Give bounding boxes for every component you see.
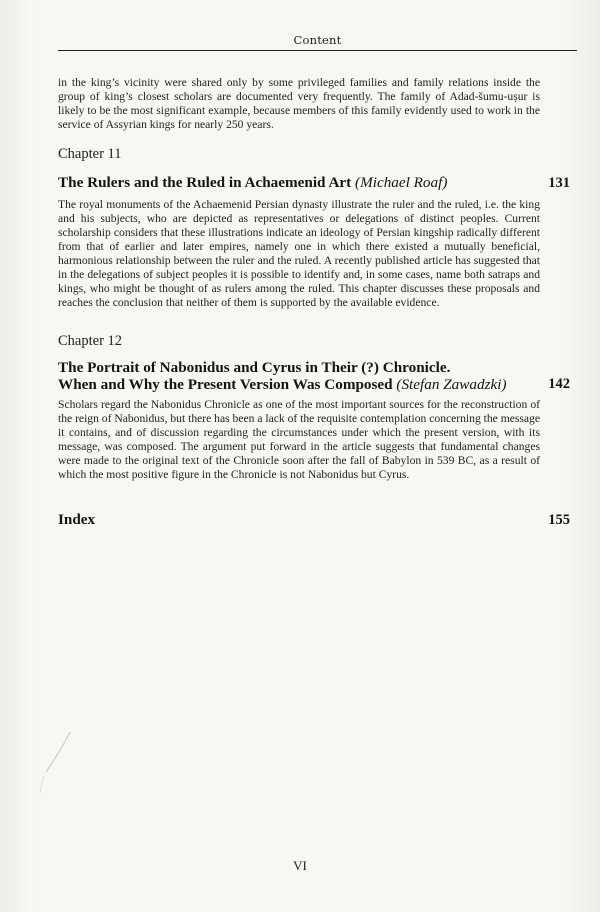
chapter-11-title-text: The Rulers and the Ruled in Achaemenid Art — [58, 174, 352, 191]
index-heading: Index — [58, 511, 96, 528]
page-folio: VI — [293, 858, 307, 873]
chapter-12-page-number: 142 — [548, 376, 570, 392]
chapter-12-label: Chapter 12 — [58, 333, 123, 349]
chapter-12-title-line1: The Portrait of Nabonidus and Cyrus in Their (?) Chronicle. — [58, 359, 451, 376]
intro-paragraph: in the king’s vicinity were shared only by some privileged families and family relations inside the group of king’s closest scholars are documented very frequently. The family of Adad-šumu-uṣur is likely to be the most significant example, because members of this family evidently used to work in the service of Assyrian kings for nearly 250 years. — [58, 76, 540, 131]
index-page-number: 155 — [548, 512, 570, 528]
chapter-11-author: (Michael Roaf) — [355, 174, 448, 191]
chapter-11-label: Chapter 11 — [58, 146, 122, 162]
running-head: Content — [293, 33, 342, 47]
chapter-11-page-number: 131 — [548, 175, 570, 191]
chapter-11-abstract: The royal monuments of the Achaemenid Persian dynasty illustrate the ruler and the ruled, i.e. the king and his subjects, who are depicted as representatives or delegations of distinct peoples. Current scholarship considers that these illustrations indicate an ideology of Persian kingship radically different from that of earlier and later empires, namely one in which there existed a mutually beneficial, harmonious relationship between the ruler and the ruled. A recently published article has suggested that in the delegations of subject peoples it is possible to identify and, in some cases, name both satraps and kings, who might be thought of as rulers among the ruled. This chapter discusses these proposals and reaches the conclusion that neither of them is supported by the available evidence. — [58, 198, 540, 309]
chapter-12-title-line2-text: When and Why the Present Version Was Composed — [58, 376, 393, 393]
chapter-12-author: (Stefan Zawadzki) — [396, 376, 507, 393]
chapter-12-abstract: Scholars regard the Nabonidus Chronicle as one of the most important sources for the reconstruction of the reign of Nabonidus, but there has been a lack of the requisite contemplation concerning the message it contains, and of discussion regarding the circumstances under which the present version, with its message, was composed. The argument put forward in the article suggests that fundamental changes were made to the original text of the Chronicle soon after the fall of Babylon in 539 BC, as a result of which the most positive figure in the Chronicle is not Nabonidus but Cyrus. — [58, 398, 540, 481]
